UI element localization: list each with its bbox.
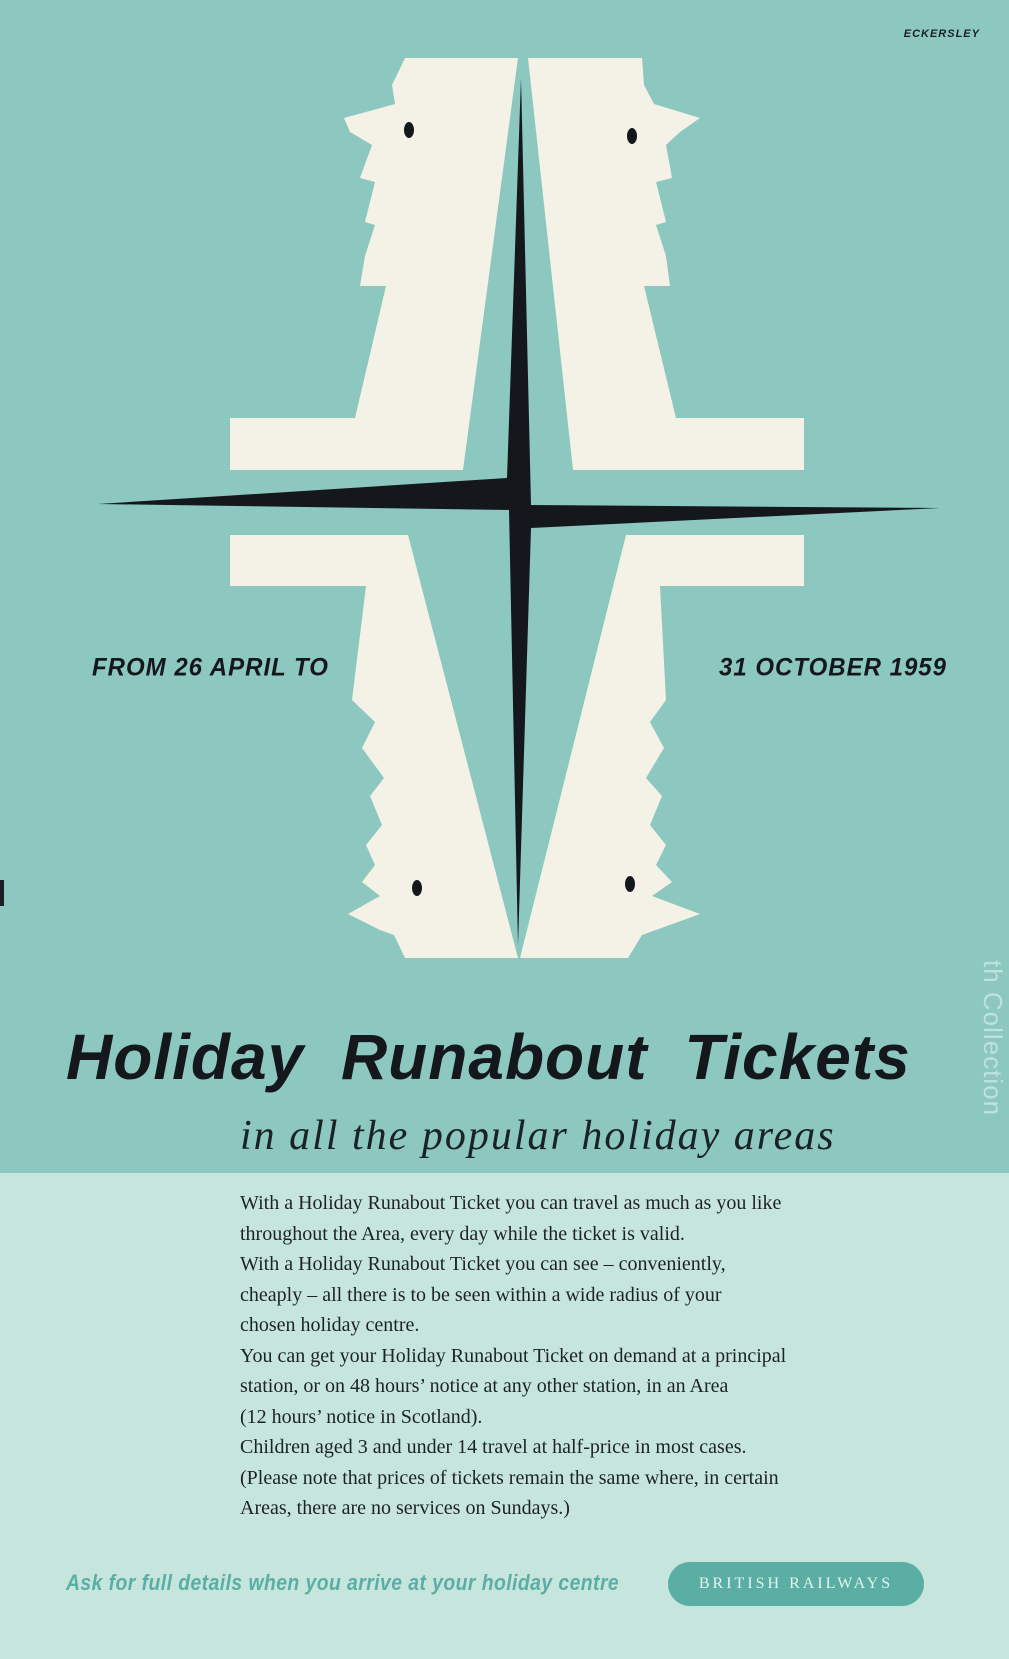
body-line: With a Holiday Runabout Ticket you can see – conveniently, — [240, 1253, 726, 1275]
head-figure-bottom-right — [520, 535, 804, 958]
body-line: chosen holiday centre. — [240, 1314, 420, 1336]
body-line: You can get your Holiday Runabout Ticket on demand at a principal — [240, 1344, 787, 1367]
body-line: throughout the Area, every day while the ticket is valid. — [240, 1222, 685, 1245]
eye-bottom-right — [625, 876, 635, 892]
collection-watermark: th Collection — [978, 960, 1008, 1117]
body-copy — [240, 1188, 940, 1524]
eye-bottom-left — [412, 880, 422, 896]
body-line: Children aged 3 and under 14 travel at half-price in most cases. — [240, 1436, 747, 1458]
date-range-end: 31 OCTOBER 1959 — [719, 653, 947, 682]
body-line: (12 hours’ notice in Scotland). — [240, 1405, 483, 1428]
british-railways-logo — [668, 1562, 924, 1606]
compass-star — [98, 78, 940, 946]
body-line: With a Holiday Runabout Ticket you can travel as much as you like — [240, 1192, 782, 1214]
scan-edge-mark — [0, 880, 4, 906]
logo-text: BRITISH RAILWAYS — [698, 1575, 894, 1592]
subheadline: in all the popular holiday areas — [240, 1113, 836, 1159]
eye-top-right — [627, 128, 637, 144]
head-figure-bottom-left — [230, 535, 518, 958]
artist-signature: ECKERSLEY — [903, 28, 980, 40]
head-figure-top-left — [230, 58, 518, 470]
body-line: station, or on 48 hours’ notice at any other station, in an Area — [240, 1375, 729, 1397]
eye-top-left — [404, 122, 414, 138]
body-line: Areas, there are no services on Sundays.) — [240, 1497, 570, 1519]
head-figure-top-right — [528, 58, 804, 470]
headline: Holiday Runabout Tickets — [66, 1021, 911, 1093]
body-line: cheaply – all there is to be seen within a wide radius of your — [240, 1283, 722, 1306]
body-line: (Please note that prices of tickets remain the same where, in certain — [240, 1466, 779, 1489]
footer-call-to-action: Ask for full details when you arrive at your holiday centre — [66, 1570, 620, 1595]
date-range-start: FROM 26 APRIL TO — [92, 653, 329, 682]
